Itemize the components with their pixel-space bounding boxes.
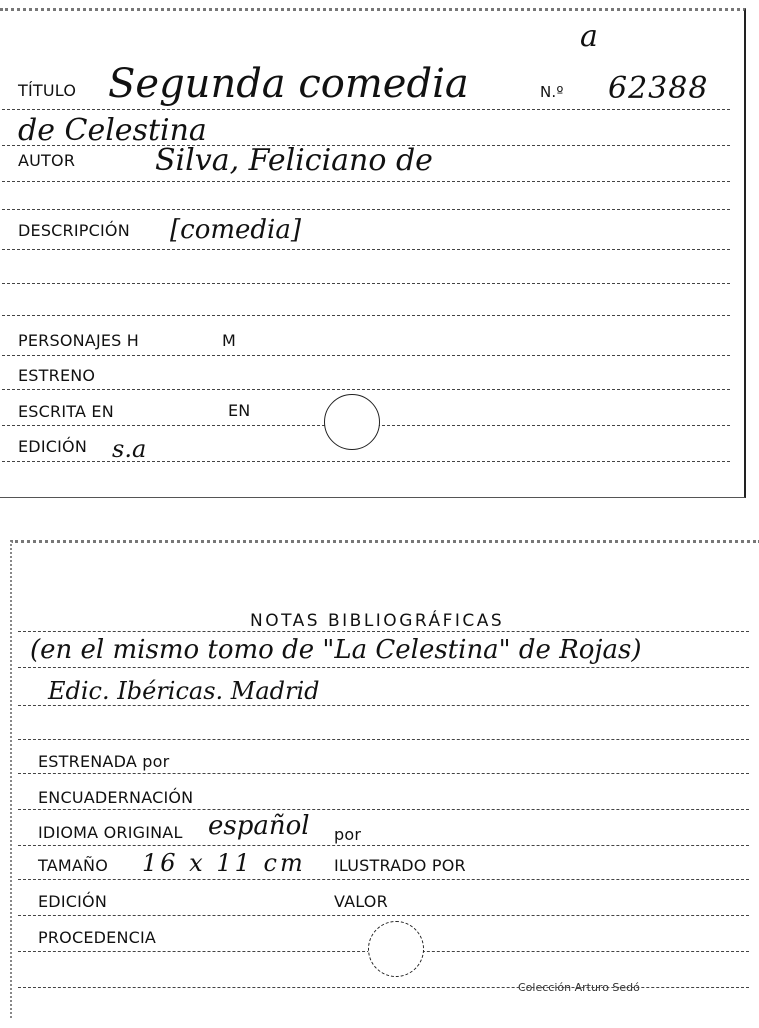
idioma-value: español [208, 811, 310, 841]
descripcion-value: [comedia] [170, 215, 302, 245]
descripcion-label: DESCRIPCIÓN [18, 221, 130, 240]
procedencia-label: PROCEDENCIA [38, 928, 157, 947]
rule-8 [2, 355, 730, 356]
tamano-label: TAMAÑO [38, 856, 108, 875]
numero-value: 62388 [608, 71, 709, 106]
rule-6 [2, 283, 730, 284]
rule-5 [2, 249, 730, 250]
corner-mark: a [580, 19, 598, 54]
edicion-label: EDICIÓN [18, 437, 88, 456]
autor-value: Silva, Feliciano de [155, 143, 433, 178]
edicion-b-label: EDICIÓN [38, 892, 108, 911]
collection-footer: Colección Arturo Sedó [518, 981, 640, 994]
rule-b7 [18, 845, 749, 846]
punch-hole [368, 921, 424, 977]
titulo-value-line1: Segunda comedia [108, 61, 469, 107]
rule-b5 [18, 773, 749, 774]
ilustrado-label: ILUSTRADO POR [334, 856, 466, 875]
numero-label: N.º [540, 83, 564, 101]
catalog-card-front [0, 8, 746, 498]
valor-label: VALOR [334, 892, 388, 911]
rule-b3 [18, 705, 749, 706]
titulo-label: TÍTULO [18, 81, 77, 100]
titulo-value-line2: de Celestina [18, 113, 207, 148]
autor-label: AUTOR [18, 151, 76, 170]
note-line1: (en el mismo tomo de "La Celestina" de Rojas) [30, 635, 642, 665]
edicion-value: s.a [112, 435, 147, 463]
rule-11 [2, 461, 730, 462]
rule-b6 [18, 809, 749, 810]
rule-7 [2, 315, 730, 316]
estrenada-label: ESTRENADA por [38, 752, 170, 771]
rule-b1 [18, 631, 749, 632]
escrita-en-label: EN [228, 401, 251, 420]
rule-1 [2, 109, 730, 110]
rule-3 [2, 181, 730, 182]
escrita-label: ESCRITA EN [18, 402, 114, 421]
notes-heading: NOTAS BIBLIOGRÁFICAS [250, 611, 505, 631]
rule-b8 [18, 879, 749, 880]
catalog-card-back [10, 540, 759, 1018]
rule-b4 [18, 739, 749, 740]
rule-4 [2, 209, 730, 210]
personajes-label: PERSONAJES H [18, 331, 140, 350]
tamano-value: 16 x 11 cm [142, 849, 306, 877]
idioma-label: IDIOMA ORIGINAL [38, 823, 183, 842]
rule-b2 [18, 667, 749, 668]
rule-9 [2, 389, 730, 390]
note-line2: Edic. Ibéricas. Madrid [48, 677, 320, 705]
personajes-m-label: M [222, 331, 237, 350]
punch-hole [324, 394, 380, 450]
rule-b9 [18, 915, 749, 916]
encuadernacion-label: ENCUADERNACIÓN [38, 788, 194, 807]
idioma-por-label: por [334, 825, 362, 844]
estreno-label: ESTRENO [18, 366, 96, 385]
rule-b11 [18, 987, 749, 988]
